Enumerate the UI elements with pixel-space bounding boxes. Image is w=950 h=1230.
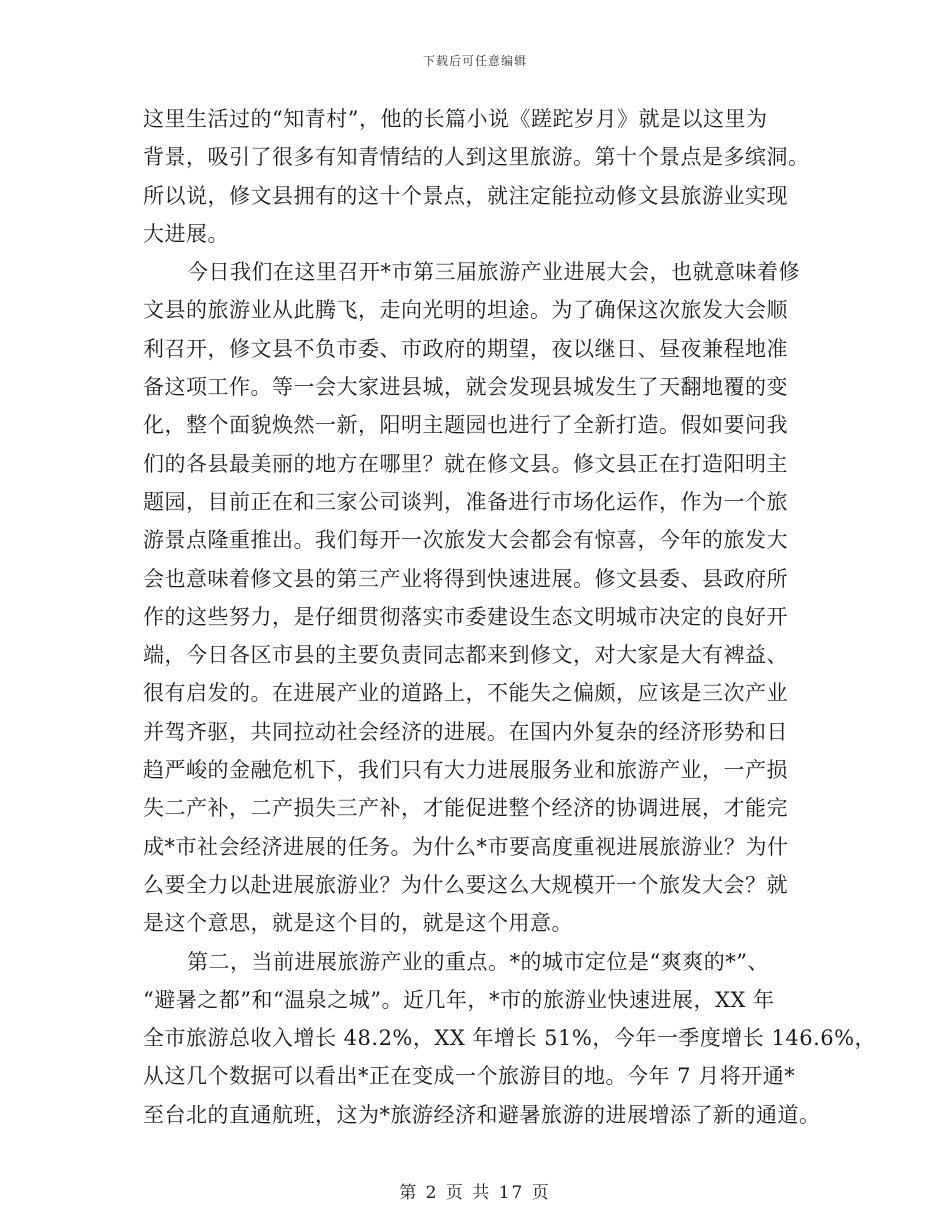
text-line: 很有启发的。在进展产业的道路上，不能失之偏颇，应该是三次产业 bbox=[143, 681, 788, 706]
document-body bbox=[143, 100, 877, 1134]
text-line: 么要全力以赴进展旅游业？为什么要这么大规模开一个旅发大会？就 bbox=[143, 872, 788, 897]
text-line: 们的各县最美丽的地方在哪里？就在修文县。修文县正在打造阳明主 bbox=[143, 451, 788, 476]
text-line: 会也意味着修文县的第三产业将得到快速进展。修文县委、县政府所 bbox=[143, 566, 788, 591]
text-line: 题园，目前正在和三家公司谈判，准备进行市场化运作，作为一个旅 bbox=[143, 489, 788, 514]
text-line: “避暑之都”和“温泉之城”。近几年，*市的旅游业快速进展，XX 年 bbox=[143, 987, 775, 1012]
page-footer: 第 2 页 共 17 页 bbox=[399, 1183, 551, 1203]
text-line: 这里生活过的“知青村”，他的长篇小说《蹉跎岁月》就是以这里为 bbox=[143, 107, 768, 131]
page-header: 下载后可任意编辑 bbox=[422, 54, 527, 68]
text-line: 并驾齐驱，共同拉动社会经济的进展。在国内外复杂的经济形势和日 bbox=[143, 719, 788, 744]
text-line: 背景，吸引了很多有知青情结的人到这里旅游。第十个景点是多缤洞。 bbox=[143, 145, 810, 170]
text-line: 失二产补，二产损失三产补，才能促进整个经济的协调进展，才能完 bbox=[143, 796, 788, 821]
text-line: 从这几个数据可以看出*正在变成一个旅游目的地。今年 7 月将开通* bbox=[143, 1064, 796, 1089]
text-line: 大进展。 bbox=[143, 221, 229, 246]
text-line: 利召开，修文县不负市委、市政府的期望，夜以继日、昼夜兼程地准 bbox=[143, 336, 788, 361]
text-line: 趋严峻的金融危机下，我们只有大力进展服务业和旅游产业，一产损 bbox=[143, 758, 788, 783]
text-line: 化，整个面貌焕然一新，阳明主题园也进行了全新打造。假如要问我 bbox=[143, 413, 788, 438]
paragraph-start-line: 第二，当前进展旅游产业的重点。*的城市定位是“爽爽的*”、 bbox=[187, 949, 769, 974]
text-line: 全市旅游总收入增长 48.2%，XX 年增长 51%，今年一季度增长 146.6%， bbox=[143, 1026, 877, 1051]
text-line: 端，今日各区市县的主要负责同志都来到修文，对大家是大有裨益、 bbox=[143, 643, 788, 668]
text-line: 至台北的直通航班，这为*旅游经济和避暑旅游的进展增添了新的通道。 bbox=[143, 1102, 821, 1127]
paragraph-start-line: 今日我们在这里召开*市第三届旅游产业进展大会，也就意味着修 bbox=[187, 260, 800, 285]
text-line: 文县的旅游业从此腾飞，走向光明的坦途。为了确保这次旅发大会顺 bbox=[143, 298, 788, 323]
text-line: 游景点隆重推出。我们每开一次旅发大会都会有惊喜，今年的旅发大 bbox=[143, 528, 788, 553]
text-line: 所以说，修文县拥有的这十个景点，就注定能拉动修文县旅游业实现 bbox=[143, 183, 788, 208]
text-line: 是这个意思，就是这个目的，就是这个用意。 bbox=[143, 911, 573, 936]
text-line: 成*市社会经济进展的任务。为什么*市要高度重视进展旅游业？为什 bbox=[143, 834, 789, 859]
text-line: 备这项工作。等一会大家进县城，就会发现县城发生了天翻地覆的变 bbox=[143, 375, 788, 400]
text-line: 作的这些努力，是仔细贯彻落实市委建设生态文明城市决定的良好开 bbox=[143, 604, 788, 629]
